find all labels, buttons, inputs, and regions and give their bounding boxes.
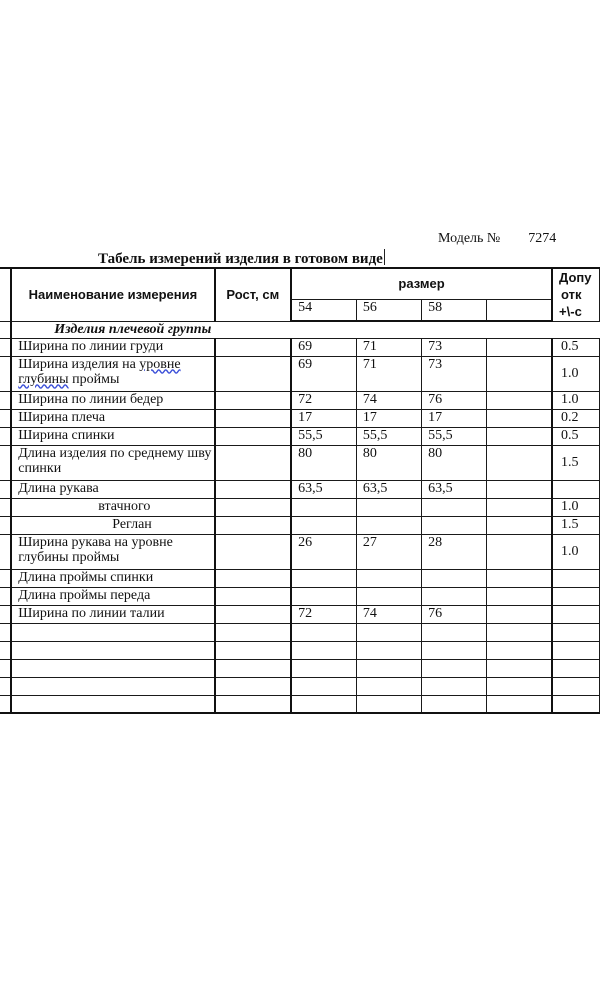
value-extra: [487, 480, 552, 498]
value-56: 71: [356, 356, 421, 391]
value-extra: [487, 498, 552, 516]
title-text: Табель измерений изделия в готовом виде: [98, 251, 383, 267]
rost-cell: [215, 605, 292, 623]
value-56: [356, 569, 421, 587]
value-58: 63,5: [422, 480, 487, 498]
measurement-name: Реглан: [11, 516, 214, 534]
row-index: [0, 427, 11, 445]
measurement-name: Длина рукава: [11, 480, 214, 498]
tolerance-header-line-1: Допу: [559, 270, 592, 285]
tolerance-value: [552, 480, 599, 498]
tolerance-value: 1.5: [552, 516, 599, 534]
value-56: [356, 516, 421, 534]
empty-row: [0, 677, 600, 695]
measurement-name: втачного: [11, 498, 214, 516]
row-index: [0, 534, 11, 569]
value-54: 17: [291, 409, 356, 427]
value-extra: [487, 516, 552, 534]
tolerance-value: 1.0: [552, 356, 599, 391]
value-56: 27: [356, 534, 421, 569]
value-56: 17: [356, 409, 421, 427]
tolerance-header-line-3: +\-с: [559, 304, 582, 319]
tolerance-header-line-2: отк: [561, 287, 582, 302]
row-index: [0, 409, 11, 427]
table-row: [0, 391, 600, 409]
value-54: 72: [291, 391, 356, 409]
rost-cell: [215, 498, 292, 516]
value-extra: [487, 391, 552, 409]
tolerance-value: 1.0: [552, 498, 599, 516]
rost-cell: [215, 516, 292, 534]
value-extra: [487, 587, 552, 605]
row-index: [0, 516, 11, 534]
tolerance-value: 0.5: [552, 338, 599, 356]
value-54: [291, 569, 356, 587]
name-part-3: глубины: [18, 371, 69, 387]
value-56: 74: [356, 391, 421, 409]
measurement-name: Ширина по линии талии: [11, 605, 214, 623]
value-extra: [487, 534, 552, 569]
row-index: [0, 445, 11, 480]
name-part-4: проймы: [68, 371, 120, 387]
value-extra: [487, 427, 552, 445]
name-part-2: уровне: [139, 356, 181, 372]
value-extra: [487, 605, 552, 623]
row-index: [0, 321, 11, 338]
rost-cell: [215, 569, 292, 587]
rost-cell: [215, 409, 292, 427]
row-index: [0, 480, 11, 498]
measurement-name: Ширина спинки: [11, 427, 214, 445]
rost-cell: [215, 338, 292, 356]
size-54: 54: [291, 299, 356, 321]
tolerance-value: 1.0: [552, 391, 599, 409]
value-58: [422, 516, 487, 534]
empty-row: [0, 695, 600, 713]
value-56: 71: [356, 338, 421, 356]
rost-cell: [215, 427, 292, 445]
value-54: [291, 516, 356, 534]
name-part-1: Ширина изделия на: [18, 356, 140, 372]
table-row: [0, 516, 600, 534]
measurement-name: Ширина по линии груди: [11, 338, 214, 356]
section-heading: Изделия плечевой группы: [11, 321, 599, 338]
value-54: 72: [291, 605, 356, 623]
value-58: 80: [422, 445, 487, 480]
table-row: [0, 338, 600, 356]
rost-cell: [215, 587, 292, 605]
tolerance-value: 1.5: [552, 445, 599, 480]
value-extra: [487, 569, 552, 587]
value-extra: [487, 356, 552, 391]
row-index: [0, 587, 11, 605]
tolerance-value: [552, 587, 599, 605]
row-index: [0, 356, 11, 391]
table-row: [0, 534, 600, 569]
value-extra: [487, 409, 552, 427]
value-58: 76: [422, 605, 487, 623]
table-row: [0, 356, 600, 391]
empty-row: [0, 659, 600, 677]
value-56: 55,5: [356, 427, 421, 445]
value-54: 69: [291, 356, 356, 391]
size-empty: [487, 299, 552, 321]
value-54: [291, 498, 356, 516]
value-58: 76: [422, 391, 487, 409]
value-58: [422, 569, 487, 587]
model-label: Модель №: [438, 231, 501, 246]
model-number-line: [438, 231, 556, 247]
text-cursor: [384, 249, 385, 265]
rost-column-header: Рост, см: [215, 268, 292, 321]
value-56: [356, 587, 421, 605]
measurement-name: Ширина по линии бедер: [11, 391, 214, 409]
rost-cell: [215, 445, 292, 480]
value-56: [356, 498, 421, 516]
tolerance-value: [552, 605, 599, 623]
measurement-name: Ширина рукава на уровне глубины проймы: [11, 534, 214, 569]
row-index: [0, 498, 11, 516]
value-extra: [487, 445, 552, 480]
rost-cell: [215, 534, 292, 569]
tolerance-value: 0.5: [552, 427, 599, 445]
value-58: 28: [422, 534, 487, 569]
name-column-header: Наименование измерения: [11, 268, 214, 321]
rost-cell: [215, 480, 292, 498]
value-58: 73: [422, 338, 487, 356]
size-58: 58: [422, 299, 487, 321]
tolerance-value: [552, 569, 599, 587]
value-extra: [487, 338, 552, 356]
measurement-name: [11, 356, 214, 391]
value-58: 73: [422, 356, 487, 391]
measurement-name: Длина изделия по среднему шву спинки: [11, 445, 214, 480]
model-number: 7274: [528, 231, 557, 246]
size-column-header: размер: [291, 268, 552, 299]
value-56: 74: [356, 605, 421, 623]
tolerance-value: 1.0: [552, 534, 599, 569]
measurement-name: Длина проймы спинки: [11, 569, 214, 587]
size-56: 56: [356, 299, 421, 321]
value-54: 69: [291, 338, 356, 356]
table-row: [0, 587, 600, 605]
table-row: [0, 480, 600, 498]
value-58: 17: [422, 409, 487, 427]
table-row: [0, 409, 600, 427]
value-58: [422, 587, 487, 605]
rost-cell: [215, 391, 292, 409]
measurement-name: Ширина плеча: [11, 409, 214, 427]
rost-cell: [215, 356, 292, 391]
measurement-table: [0, 267, 600, 714]
value-56: 80: [356, 445, 421, 480]
value-54: [291, 587, 356, 605]
empty-row: [0, 623, 600, 641]
measurement-name: Длина проймы переда: [11, 587, 214, 605]
value-58: 55,5: [422, 427, 487, 445]
empty-row: [0, 641, 600, 659]
value-54: 26: [291, 534, 356, 569]
table-row: [0, 498, 600, 516]
table-row: [0, 427, 600, 445]
table-row: [0, 569, 600, 587]
value-56: 63,5: [356, 480, 421, 498]
row-index: [0, 338, 11, 356]
tolerance-value: 0.2: [552, 409, 599, 427]
document-title: [98, 249, 385, 268]
row-index: [0, 605, 11, 623]
index-header: [0, 268, 11, 321]
value-54: 63,5: [291, 480, 356, 498]
table-row: [0, 445, 600, 480]
row-index: [0, 391, 11, 409]
value-54: 80: [291, 445, 356, 480]
row-index: [0, 569, 11, 587]
value-58: [422, 498, 487, 516]
value-54: 55,5: [291, 427, 356, 445]
tolerance-column-header: [552, 268, 599, 321]
table-row: [0, 605, 600, 623]
